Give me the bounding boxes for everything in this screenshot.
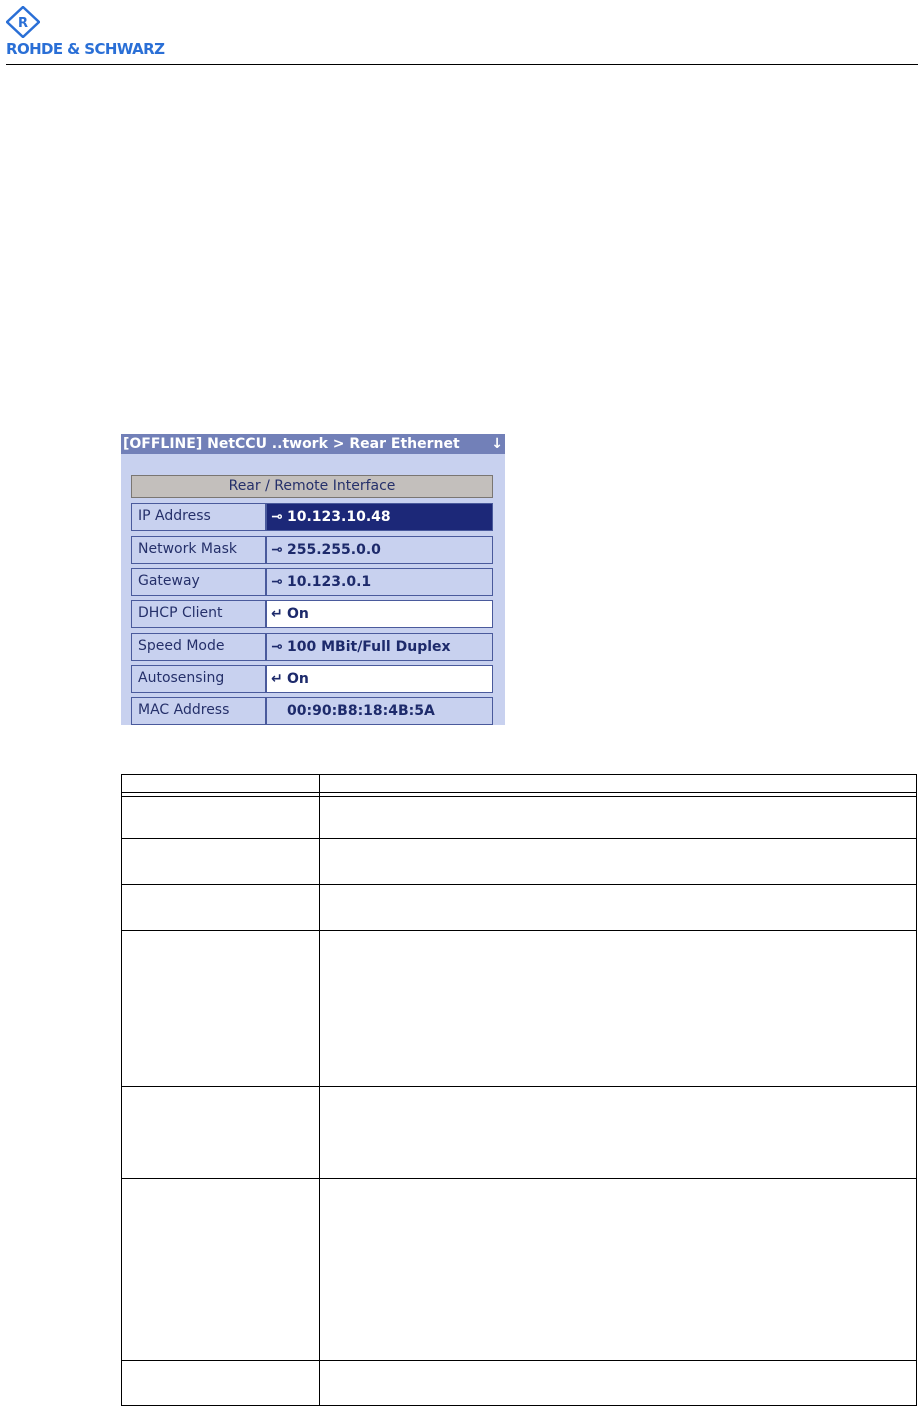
key-icon: ⊸ (271, 639, 283, 655)
parameter-table (121, 774, 917, 1406)
setting-value-field[interactable] (266, 536, 493, 564)
setting-label: MAC Address (131, 697, 266, 725)
table-row-divider (122, 838, 916, 839)
setting-row[interactable] (131, 633, 493, 661)
setting-value: 100 MBit/Full Duplex (287, 639, 451, 655)
scroll-down-icon[interactable]: ↓ (491, 436, 503, 452)
enter-icon: ↵ (271, 606, 283, 622)
setting-row[interactable] (131, 697, 493, 725)
key-icon: ⊸ (271, 542, 283, 558)
key-icon: ⊸ (271, 574, 283, 590)
setting-value: On (287, 671, 309, 687)
screen-title: [OFFLINE] NetCCU ..twork > Rear Ethernet (123, 436, 460, 452)
rohde-schwarz-logo-icon (6, 6, 40, 38)
setting-value: 10.123.0.1 (287, 574, 372, 590)
table-row-divider (122, 884, 916, 885)
setting-row[interactable] (131, 536, 493, 564)
setting-row[interactable] (131, 665, 493, 693)
setting-label: IP Address (131, 503, 266, 531)
setting-label: Autosensing (131, 665, 266, 693)
setting-value-field[interactable] (266, 665, 493, 693)
setting-value: 00:90:B8:18:4B:5A (287, 703, 435, 719)
setting-value: On (287, 606, 309, 622)
table-row-divider (122, 930, 916, 931)
table-column-divider (319, 775, 320, 1405)
header-divider (6, 64, 918, 65)
setting-value-field[interactable] (266, 633, 493, 661)
table-header-divider (122, 796, 916, 797)
setting-row[interactable] (131, 503, 493, 531)
setting-label: Speed Mode (131, 633, 266, 661)
brand-logo (6, 6, 246, 56)
brand-name: ROHDE & SCHWARZ (6, 40, 165, 58)
setting-value-field[interactable] (266, 600, 493, 628)
svg-text:R: R (17, 16, 29, 31)
screen-title-bar (121, 434, 505, 454)
setting-value: 10.123.10.48 (287, 509, 391, 525)
table-row-divider (122, 1178, 916, 1179)
setting-label: DHCP Client (131, 600, 266, 628)
table-row-divider (122, 1360, 916, 1361)
enter-icon: ↵ (271, 671, 283, 687)
key-icon: ⊸ (271, 509, 283, 525)
setting-value-field[interactable] (266, 568, 493, 596)
setting-value-field[interactable] (266, 503, 493, 531)
section-header: Rear / Remote Interface (131, 475, 493, 498)
setting-label: Gateway (131, 568, 266, 596)
device-screen (121, 434, 505, 725)
setting-value-field (266, 697, 493, 725)
table-row-divider (122, 1086, 916, 1087)
setting-row[interactable] (131, 568, 493, 596)
setting-label: Network Mask (131, 536, 266, 564)
setting-value: 255.255.0.0 (287, 542, 381, 558)
setting-row[interactable] (131, 600, 493, 628)
table-row-divider (122, 792, 916, 793)
